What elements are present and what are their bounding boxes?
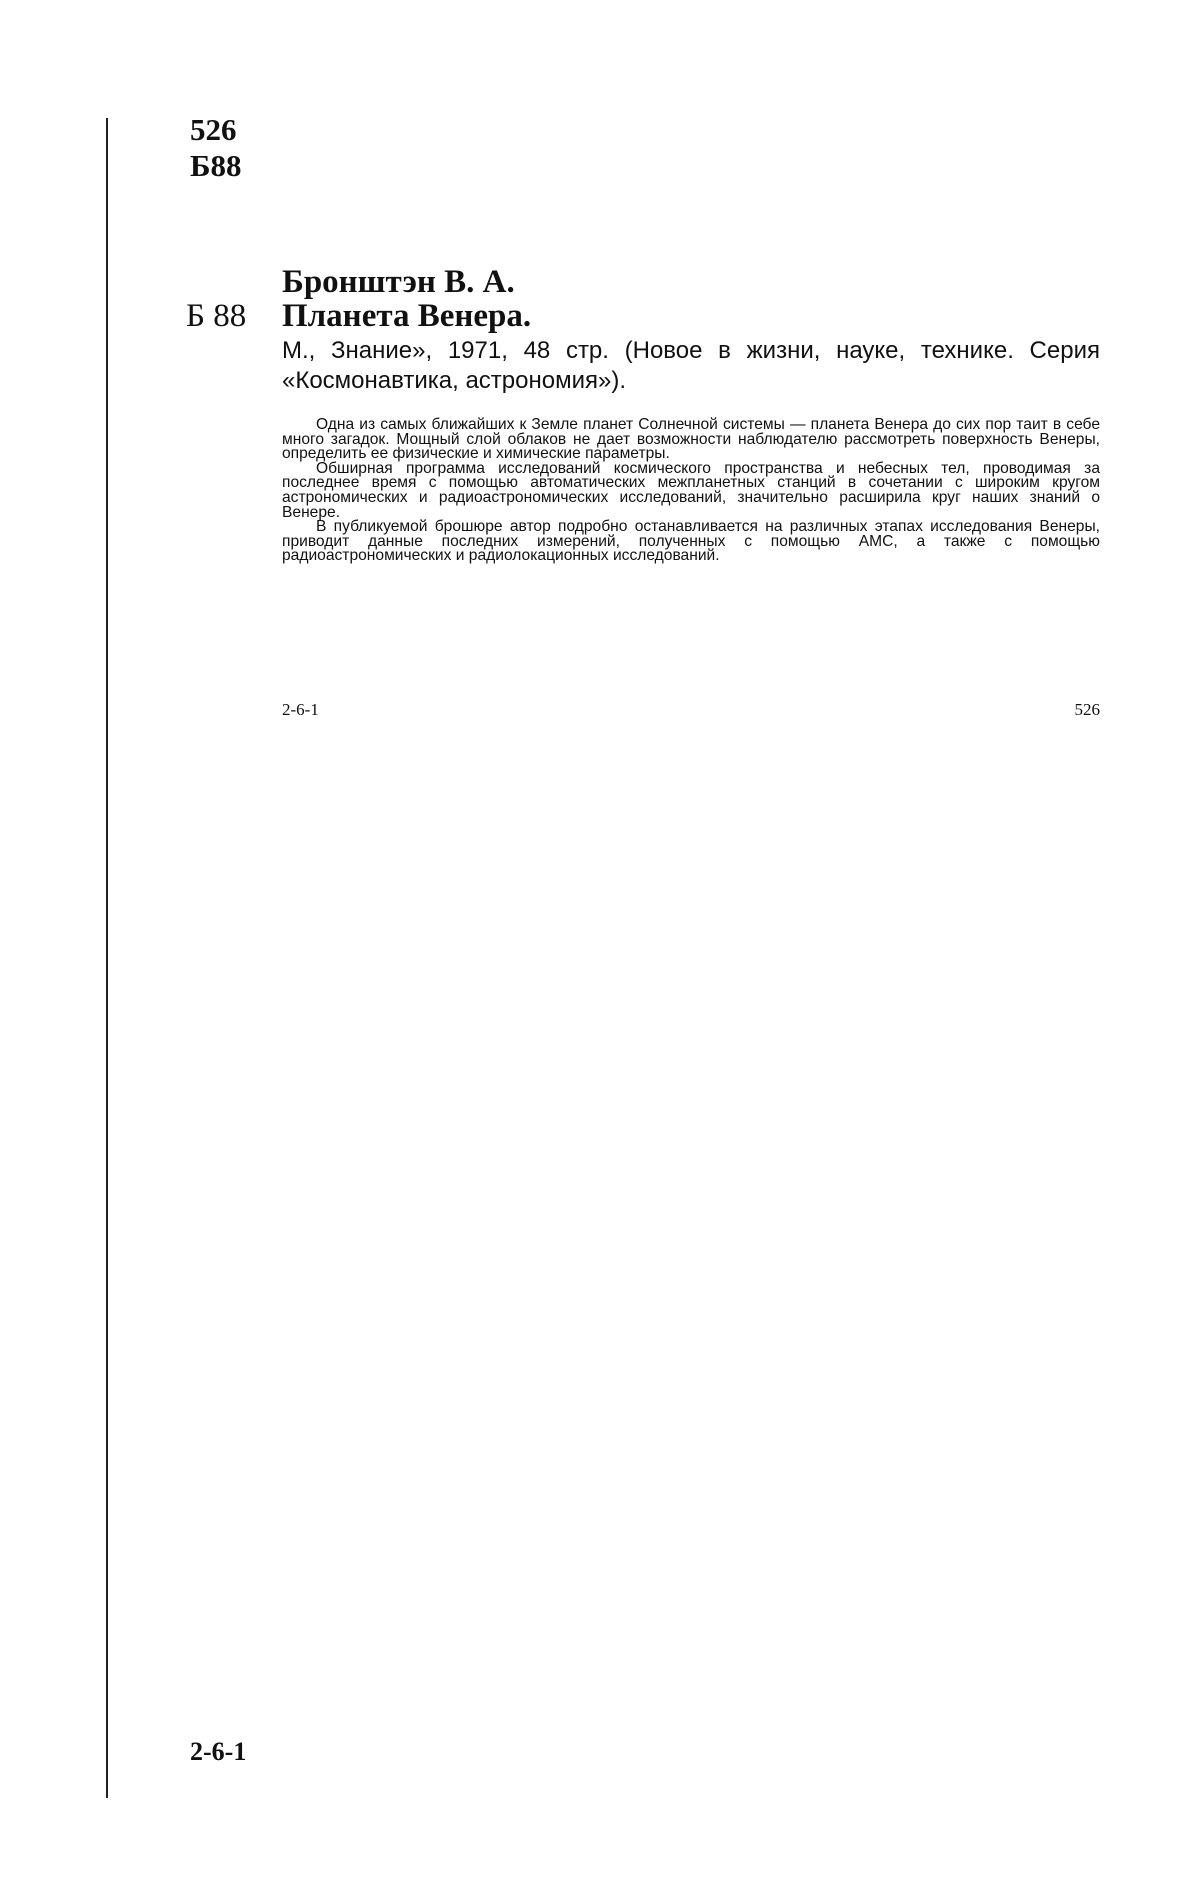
book-title: Планета Венера.	[282, 298, 532, 334]
abstract-paragraph: Обширная программа исследований космического пространства и небесных тел, проводимая за последнее время с помощью автоматических межпланетных станций в сочетании с широким кругом астрономических и радиоастрономических исследований, значительно расширила круг наших знаний о Венере.	[282, 459, 1100, 521]
class-number: 526	[190, 112, 237, 147]
imprint: М., Знание», 1971, 48 стр. (Новое в жизни, науке, технике. Серия «Космонавтика, астрономия»).	[282, 337, 1100, 394]
index-code: 2-6-1	[282, 700, 319, 719]
author-name: Бронштэн В. А.	[282, 264, 515, 300]
footer-code: 2-6-1	[190, 1737, 247, 1766]
author-mark: Б88	[190, 148, 242, 183]
class-number-bottom: 526	[1074, 700, 1100, 719]
title-row	[186, 296, 531, 336]
margin-rule	[106, 118, 108, 1798]
abstract-paragraph: Одна из самых ближайших к Земле планет Солнечной системы — планета Венера до сих пор таит в себе много загадок. Мощный слой облаков не дает возможности наблюдателю рассмотреть поверхность Венеры, определить ее физические и химические параметры.	[282, 416, 1100, 463]
entry-code: Б 88	[186, 298, 247, 334]
classification-block	[190, 112, 242, 184]
abstract-paragraph: В публикуемой брошюре автор подробно останавливается на различных этапах исследования Венеры, приводит данные последних измерений, полученных с помощью АМС, а также с помощью радиоастрономических и радиолокационных исследований.	[282, 518, 1100, 565]
abstract	[282, 418, 1100, 564]
